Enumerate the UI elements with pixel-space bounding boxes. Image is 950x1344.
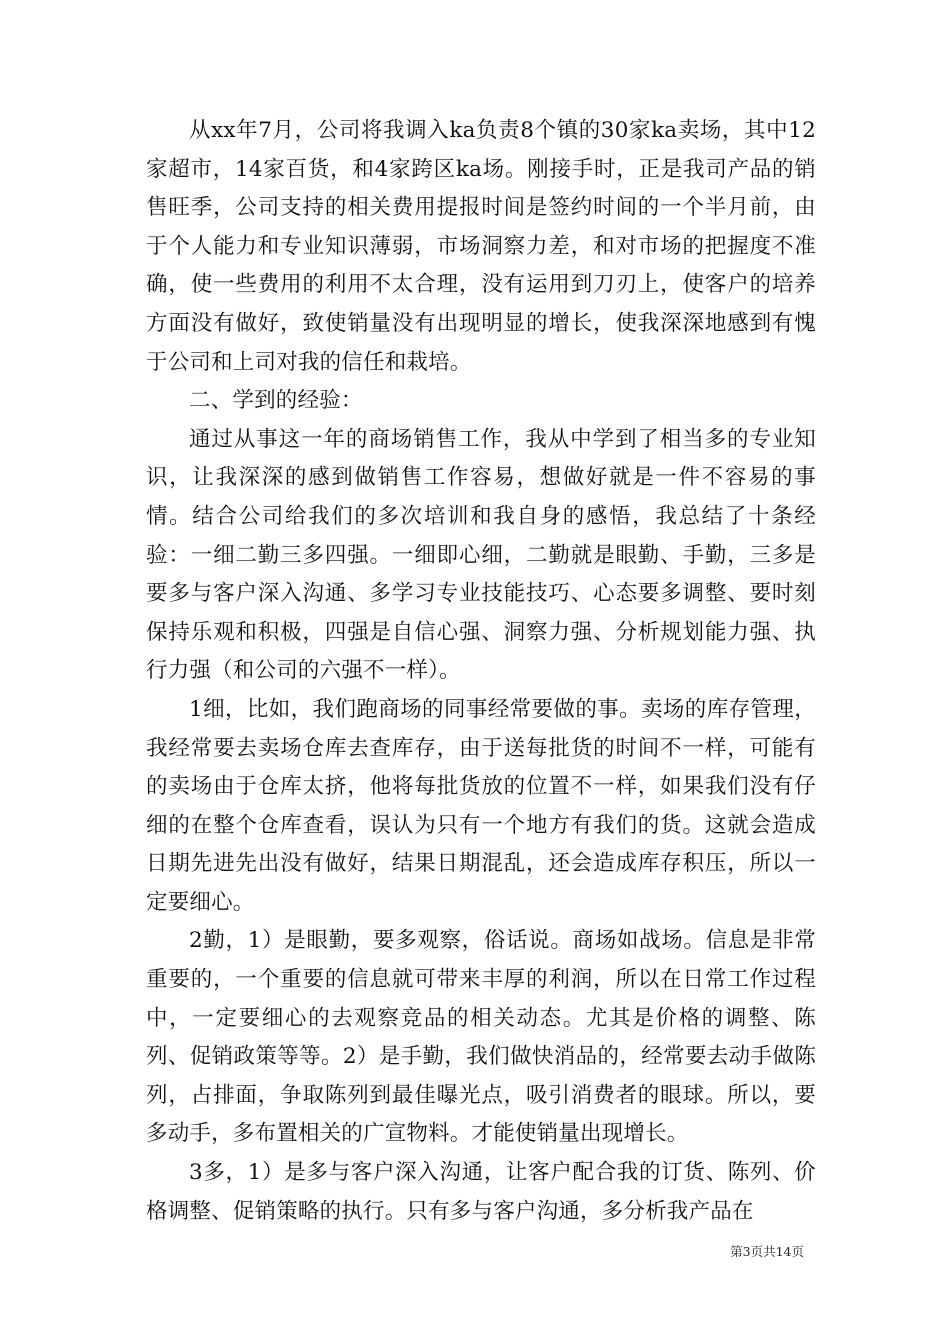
paragraph-experience-summary: 通过从事这一年的商场销售工作，我从中学到了相当多的专业知识，让我深深的感到做销售工作容易，想做好就是一件不容易的事情。结合公司给我们的多次培训和我自身的感悟，我总结了十条经验：一细二勤三多四强。一细即心细，二勤就是眼勤、手勤，三多是要多与客户深入沟通、多学习专业技能技巧、心态要多调整、要时刻保持乐观和积极，四强是自信心强、洞察力强、分析规划能力强、执行力强（和公司的六强不一样）。 (146, 426, 816, 684)
paragraph-point-careful: 1细，比如，我们跑商场的同事经常要做的事。卖场的库存管理，我经常要去卖场仓库去查库存，由于送每批货的时间不一样，可能有的卖场由于仓库太挤，他将每批货放的位置不一样，如果我们没有仔细的在整个仓库查看，误认为只有一个地方有我们的货。这就会造成日期先进先出没有做好，结果日期混乱，还会造成库存积压，所以一定要细心。 (146, 696, 816, 915)
paragraph-ka-assignment: 从xx年7月，公司将我调入ka负责8个镇的30家ka卖场，其中12家超市，14家百货，和4家跨区ka场。刚接手时，正是我司产品的销售旺季，公司支持的相关费用提报时间是签约时间的一个半月前，由于个人能力和专业知识薄弱，市场洞察力差，和对市场的把握度不准确，使一些费用的利用不太合理，没有运用到刀刃上，使客户的培养方面没有做好，致使销量没有出现明显的增长，使我深深地感到有愧于公司和上司对我的信任和栽培。 (146, 118, 816, 375)
page-number: 第3页共14页 (730, 1244, 804, 1259)
paragraph-point-more: 3多，1）是多与客户深入沟通，让客户配合我的订货、陈列、价格调整、促销策略的执行。只有多与客户沟通，多分析我产品在 (146, 1160, 816, 1224)
section-heading-lessons: 二、学到的经验： (189, 388, 363, 414)
document-body (146, 112, 816, 1231)
paragraph-point-diligent: 2勤，1）是眼勤，要多观察，俗话说。商场如战场。信息是非常重要的，一个重要的信息就可带来丰厚的利润，所以在日常工作过程中，一定要细心的去观察竞品的相关动态。尤其是价格的调整、陈列、促销政策等等。2）是手勤，我们做快消品的，经常要去动手做陈列，占排面，争取陈列到最佳曝光点，吸引消费者的眼球。所以，要多动手，多布置相关的广宣物料。才能使销量出现增长。 (146, 928, 816, 1147)
